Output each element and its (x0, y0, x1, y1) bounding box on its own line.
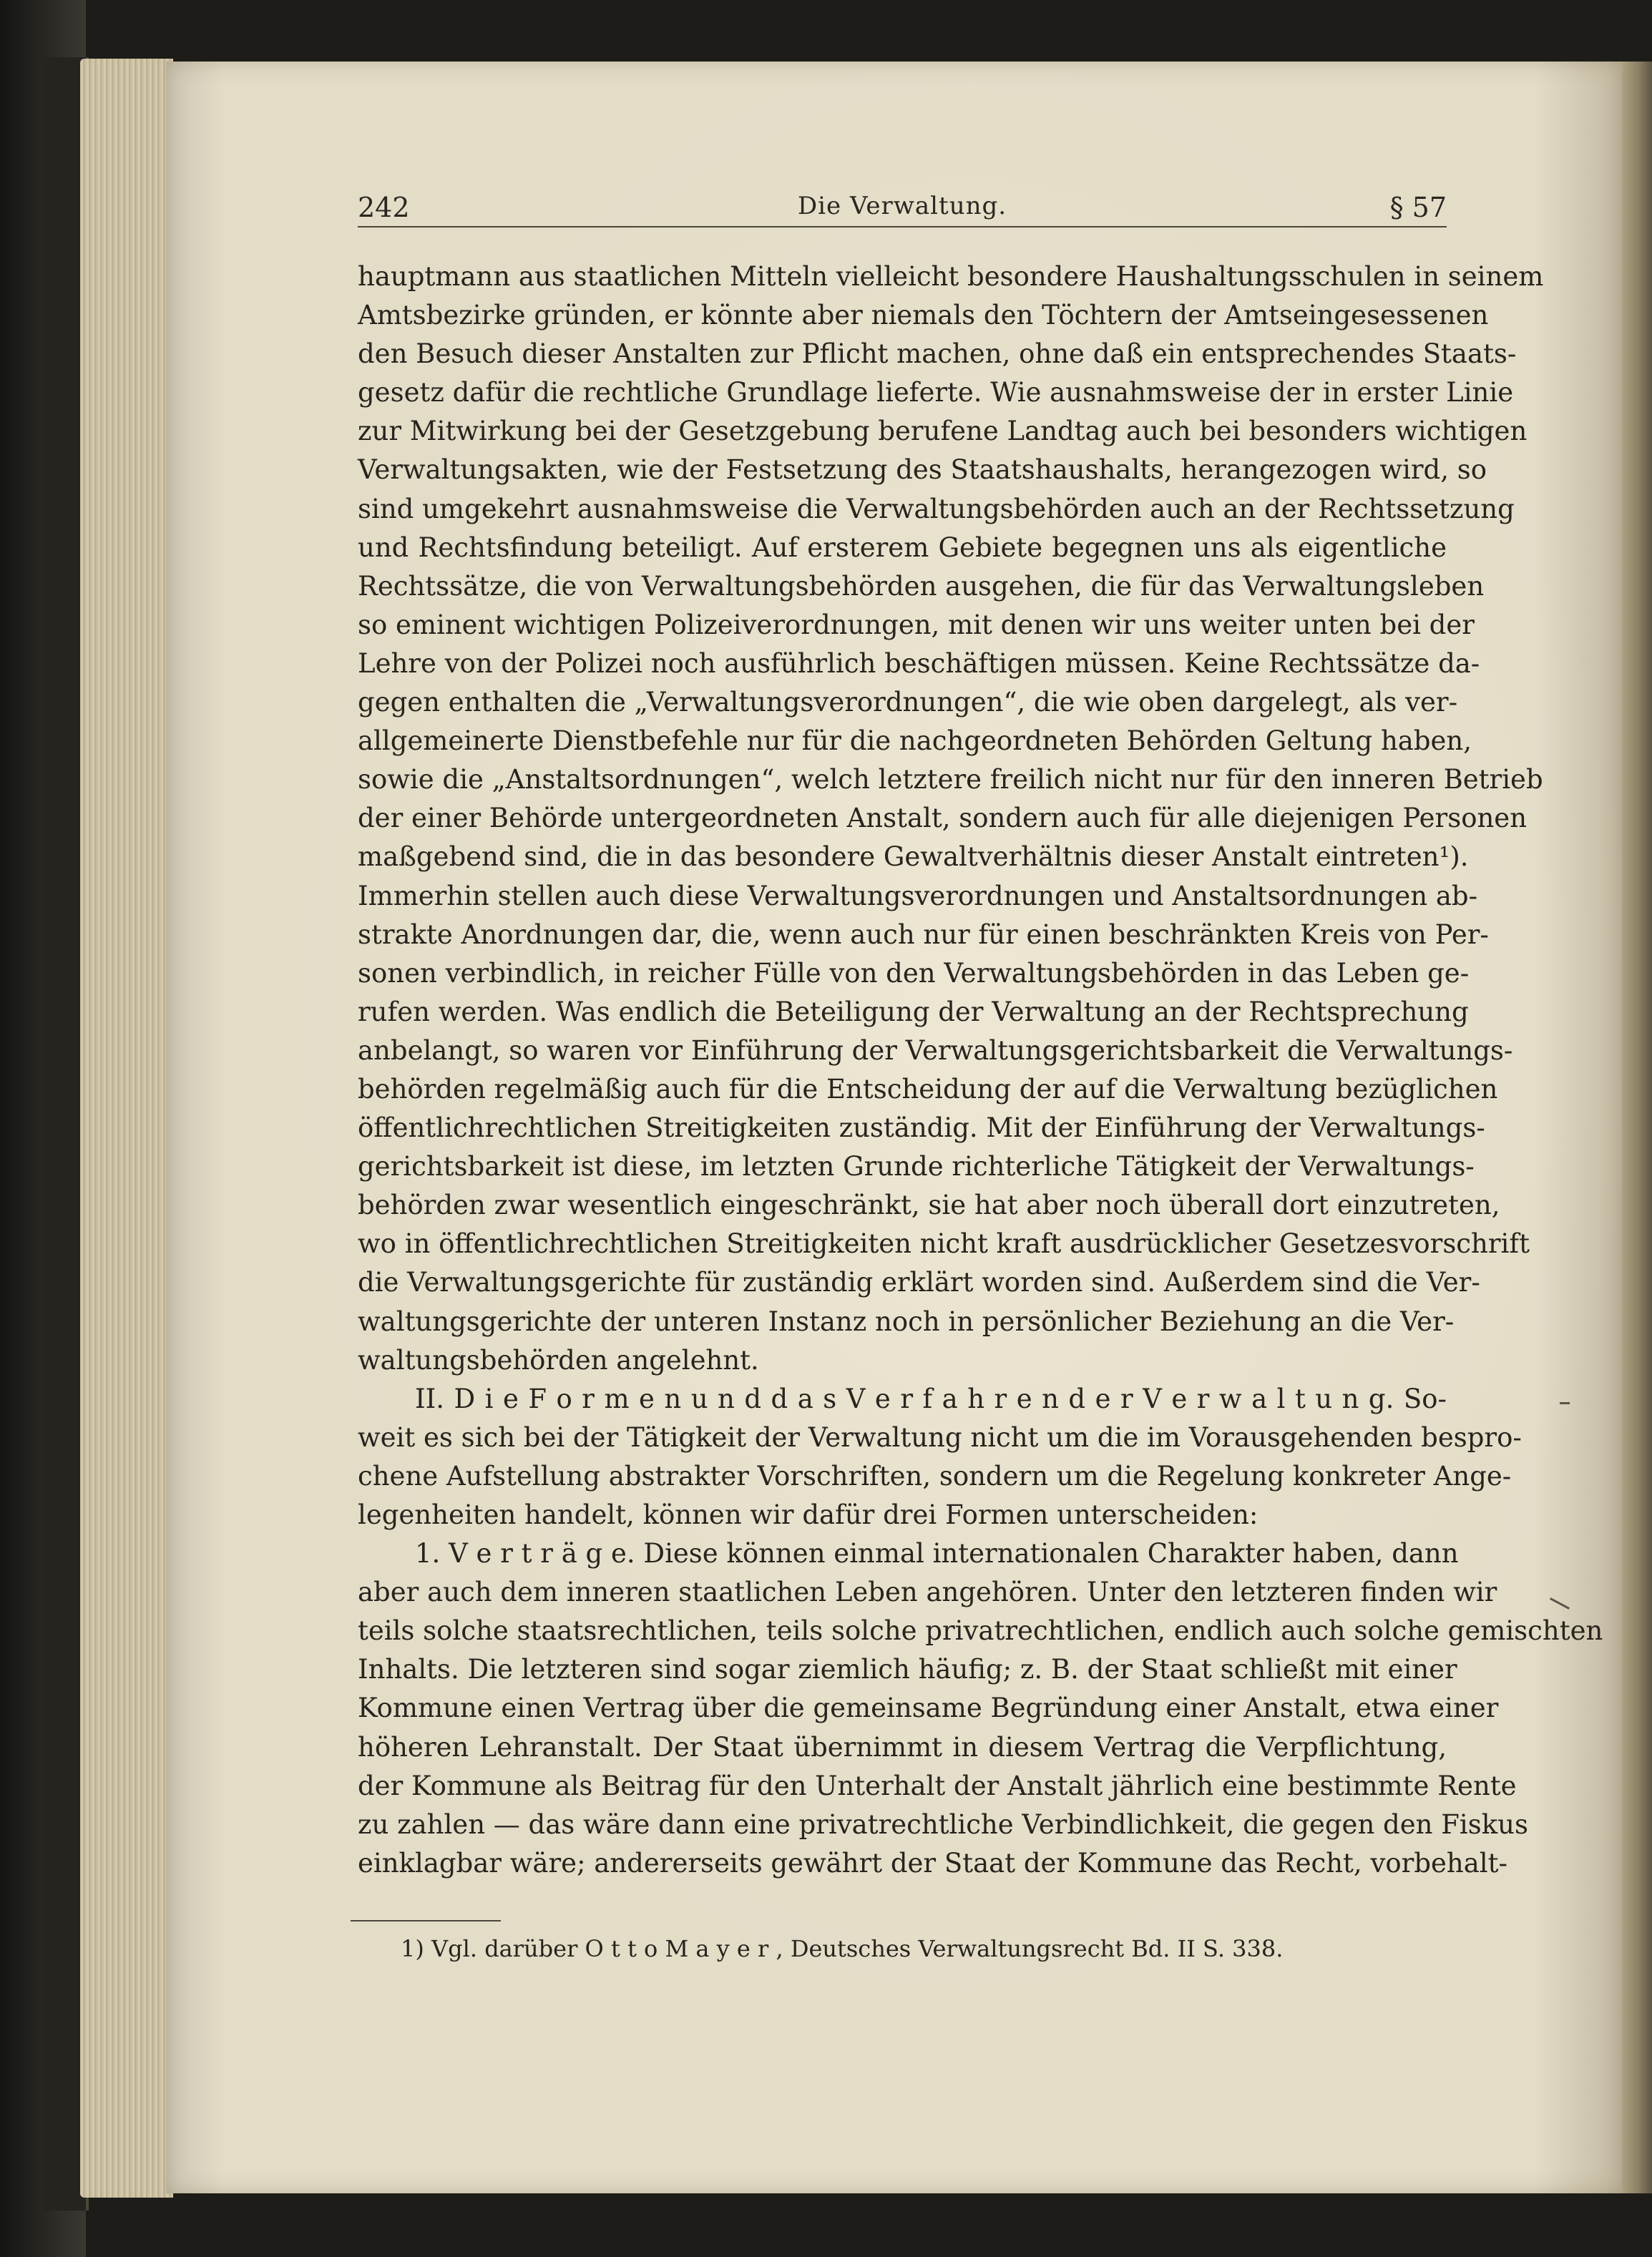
text-line: sind umgekehrt ausnahmsweise die Verwaltungsbehörden auch an der Rechtssetzung (358, 493, 1515, 524)
text-line: höheren Lehranstalt. Der Staat übernimmt in diesem Vertrag die Verpflichtung, (358, 1731, 1447, 1763)
header-rule (358, 226, 1447, 227)
text-line: anbelangt, so waren vor Einführung der Verwaltungsgerichtsbarkeit die Verwaltungs- (358, 1034, 1513, 1066)
text-line: behörden regelmäßig auch für die Entscheidung der auf die Verwaltung bezüglichen (358, 1073, 1498, 1105)
text-line: und Rechtsfindung beteiligt. Auf ersterem Gebiete begegnen uns als eigentliche (358, 532, 1447, 563)
text-line: Immerhin stellen auch diese Verwaltungsverordnungen und Anstaltsordnungen ab- (358, 880, 1478, 911)
text-line: Verwaltungsakten, wie der Festsetzung des Staatshaushalts, herangezogen wird, so (358, 454, 1487, 486)
page-number: 242 (358, 192, 410, 223)
text-line: Lehre von der Polizei noch ausführlich beschäftigen müssen. Keine Rechtssätze da- (358, 647, 1480, 679)
text-line: gegen enthalten die „Verwaltungsverordnungen“, die wie oben dargelegt, als ver- (358, 687, 1458, 718)
text-line: strakte Anordnungen dar, die, wenn auch nur für einen beschränkten Kreis von Per- (358, 919, 1489, 950)
text-line: sowie die „Anstaltsordnungen“, welch letztere freilich nicht nur für den inneren Betrieb (358, 764, 1543, 795)
right-page-edge (1618, 62, 1652, 2193)
text-line: aber auch dem inneren staatlichen Leben angehören. Unter den letzteren finden wir (358, 1577, 1497, 1608)
text-line: öffentlichrechtlichen Streitigkeiten zuständig. Mit der Einführung der Verwaltungs- (358, 1112, 1485, 1144)
text-line: Inhalts. Die letzteren sind sogar ziemlich häufig; z. B. der Staat schließt mit einer (358, 1654, 1457, 1685)
text-line: einklagbar wäre; andererseits gewährt der Staat der Kommune das Recht, vorbehalt- (358, 1847, 1507, 1879)
text-line: wo in öffentlichrechtlichen Streitigkeiten nicht kraft ausdrücklicher Gesetzesvorschrift (358, 1228, 1530, 1260)
text-line: hauptmann aus staatlichen Mitteln vielleicht besondere Haushaltungsschulen in seinem (358, 261, 1544, 292)
text-line: den Besuch dieser Anstalten zur Pflicht machen, ohne daß ein entsprechendes Staats- (358, 338, 1517, 370)
text-line: Rechtssätze, die von Verwaltungsbehörden ausgehen, die für das Verwaltungsleben (358, 570, 1485, 602)
text-line: die Verwaltungsgerichte für zuständig erklärt worden sind. Außerdem sind die Ver- (358, 1267, 1480, 1298)
section-number: § 57 (1389, 192, 1447, 223)
text-line: Amtsbezirke gründen, er könnte aber niemals den Töchtern der Amtseingesessenen (358, 300, 1489, 331)
text-line: Kommune einen Vertrag über die gemeinsame Begründung einer Anstalt, etwa einer (358, 1693, 1499, 1724)
text-line: sonen verbindlich, in reicher Fülle von den Verwaltungsbehörden in das Leben ge- (358, 957, 1470, 989)
text-line: so eminent wichtigen Polizeiverordnungen, mit denen wir uns weiter unten bei der (358, 609, 1475, 640)
text-line: allgemeinerte Dienstbefehle nur für die nachgeordneten Behörden Geltung haben, (358, 725, 1472, 757)
text-line: waltungsgerichte der unteren Instanz noch in persönlicher Beziehung an die Ver- (358, 1306, 1455, 1337)
subsection-heading-line: 1. V e r t r ä g e. Diese können einmal internationalen Charakter haben, dann (415, 1538, 1459, 1570)
text-line: weit es sich bei der Tätigkeit der Verwaltung nicht um die im Vorausgehenden bespro- (358, 1421, 1522, 1453)
text-line: der einer Behörde untergeordneten Anstalt, sondern auch für alle diejenigen Personen (358, 803, 1528, 834)
page-edges (80, 59, 173, 2198)
section-heading-line: II. D i e F o r m e n u n d d a s V e r f a h r e n d e r V e r w a l t u n g. So- (415, 1383, 1447, 1414)
text-line: gesetz dafür die rechtliche Grundlage lieferte. Wie ausnahmsweise der in erster Linie (358, 377, 1514, 408)
text-line: behörden zwar wesentlich eingeschränkt, sie hat aber noch überall dort einzutreten, (358, 1190, 1500, 1221)
text-line: zur Mitwirkung bei der Gesetzgebung berufene Landtag auch bei besonders wichtigen (358, 416, 1528, 447)
text-line: teils solche staatsrechtlichen, teils solche privatrechtlichen, endlich auch solche gemischten (358, 1615, 1603, 1647)
text-line: chene Aufstellung abstrakter Vorschriften, sondern um die Regelung konkreter Ange- (358, 1460, 1512, 1492)
text-line: zu zahlen — das wäre dann eine privatrechtliche Verbindlichkeit, die gegen den Fiskus (358, 1808, 1528, 1840)
text-line: maßgebend sind, die in das besondere Gewaltverhältnis dieser Anstalt eintreten¹). (358, 841, 1469, 873)
text-line: legenheiten handelt, können wir dafür drei Formen unterscheiden: (358, 1499, 1258, 1530)
chapter-title: Die Verwaltung. (797, 192, 1007, 220)
footnote: 1) Vgl. darüber O t t o M a y e r , Deutsches Verwaltungsrecht Bd. II S. 338. (401, 1935, 1284, 1962)
body-text (358, 258, 1603, 1883)
text-line: waltungsbehörden angelehnt. (358, 1344, 759, 1376)
footnote-rule (351, 1920, 501, 1921)
running-head (358, 187, 1447, 230)
text-line: rufen werden. Was endlich die Beteiligung der Verwaltung an der Rechtsprechung (358, 996, 1469, 1027)
text-line: gerichtsbarkeit ist diese, im letzten Grunde richterliche Tätigkeit der Verwaltungs- (358, 1151, 1475, 1183)
margin-mark (1560, 1402, 1570, 1404)
text-line: der Kommune als Beitrag für den Unterhalt der Anstalt jährlich eine bestimmte Rente (358, 1770, 1517, 1801)
